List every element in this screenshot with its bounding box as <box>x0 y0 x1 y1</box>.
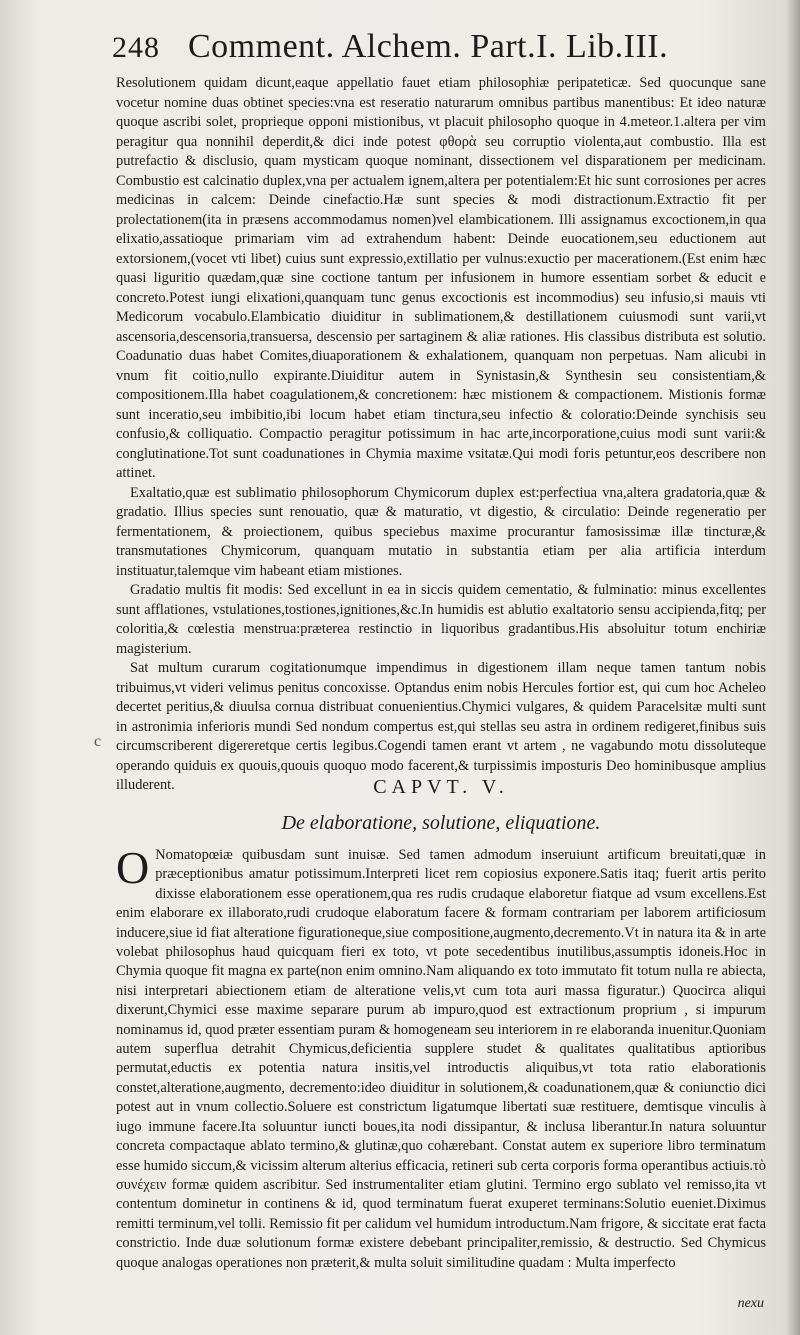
chapter-text <box>116 842 766 1273</box>
page-edge-shadow <box>786 0 800 1335</box>
running-head: Comment. Alchem. Part.I. Lib.III. <box>188 28 669 65</box>
chapter-heading: CAPVT. V. <box>373 776 509 798</box>
drop-cap: O <box>116 842 150 893</box>
chapter-title: De elaboratione, solutione, eliquatione. <box>281 812 601 834</box>
page-number: 248 <box>112 31 160 64</box>
catchword: nexu <box>737 1296 764 1311</box>
paragraph: Gradatio multis fit modis: Sed excellunt in ea in siccis quidem cementatio, & fulminatio: minus excellentes sunt afflationes, vstulationes,tostiones,ignitiones,&c.In humidis est ablutio exaltatorio sensu accipienda,fitq; per coloritia,& cœlestia menstrua:præterea restinctio in liquoribus gradantibus.His absoluitur totum enchiriæ magisterium. <box>116 582 766 657</box>
page-header <box>112 28 792 74</box>
paragraph: Sat multum curarum cogitationumque impendimus in digestionem illam neque tamen tantum nobis tribuimus,vt videri velimus penitus concoxisse. Optandus enim nobis Hercules fortior est, qui cum hoc Acheleo decertet peritius,& diuulsa cornua distribuat conuenientius.Chymici vulgares, & quidem Paracelsitæ multi sunt in astronimia inferioris mundi Sed nondum compertus est,qui stellas seu astra in ordinem redigeret,finibus suis circumscriberent digereretque certis legibus.Cogendi tamen erant vt artem , ne vagabundo motu dissoluteque operando quiduis ex quouis,quouis quoquo modo facerent,& turpissimis imposturis Deo hominibusque amplius illuderent. <box>116 660 766 793</box>
chapter-paragraph: Nomatopœiæ quibusdam sunt inuisæ. Sed tamen admodum inseruiunt artificum breuitati,quæ in præceptionibus amatur potissimum.Interpreti licet rem copiosius exponere.Satis itaq; fuerit artis perito dixisse elaborationem esse operationem,qua res rudis crudaque elaboretur fiatque ad vsum excellens.Est enim elaborare ex illaborato,rudi crudoque elaboratum facere & formam contrariam per laborem artificiosum inducere,siue id fiat alteratione figurationeque,siue compositione,augmento,decremento.Vt in natura ita & in arte volebat philosophus haud quicquam fieri ex toto, vt pote secedentibus inutilibus,assumptis idoneis.Hoc in Chymia quoque fit magna ex parte(non enim omnino.Nam aliquando ex toto immutato fit totum nulla re abiecta, nisi interpretari abiectionem etiam de alteratione velis,vt cum tota auri massa figuratur.) Quocirca aliqui dixerunt,Chymici esse maxime separare purum ab impuro,quod est extractionum proprium , si impurum nominamus id, quod præter essentiam puram & homogeneam seu interiorem in re elaboranda inuenitur.Quoniam autem superflua detrahit Chymicus,deficientia supplere studet & qualitates qualitatibus aptioribus permutat,eductis ex potentia natura insitis,vel introductis aliquibus,vt tota ratio elaborationis constet,alteratione,augmento, decremento:ideo diuiditur in solutionem,& coadunationem,quæ & coniunctio dici potest aut in vnum collectio.Soluere est constrictum ligatumque libertati suæ restituere, demtisque vinculis à iugo immune facere.Ita soluuntur iuncti boues,ita nodi dissipantur, & inclusa liberantur.In natura soluuntur concreta compactaque ablato termino,& glutinæ,quo cohærebant. Constat autem ex superiore libro terminatum esse humido siccum,& vicissim alterum alterius efficacia, retineri sub certa corporis forma operantibus actiuis.τὸ συνέχειν formæ quidem ascribitur. Sed instrumentaliter etiam glutini. Termino ergo sublato vel remisso,ita vt contentum dominetur in continens & id, quod terminatum fuerat exuperet terminans:Solutio eueniet.Diximus remitti terminum,vel tolli. Remissio fit per calidum vel humidum introductum.Nam frigore, & siccitate erat facta constrictio. Inde duæ solutionum formæ existere debebant principaliter,remissio, & destructio. Sed Chymicus quoque analogas operationes non præterit,& multa soluit similitudine quadam : Multa imperfecto <box>116 847 766 1271</box>
paragraph: Exaltatio,quæ est sublimatio philosophorum Chymicorum duplex est:perfectiua vna,altera gradatoria,quæ & gradatio. Illius species sunt renouatio, quæ & maturatio, vt digestio, & circulatio: Deinde regeneratio per fermentationem, & proiectionem, quibus speciebus maxime procurantur famosissimæ illæ tincturæ,& transmutationes Chymicorum, quanquam mutatio in substantia etiam per alia artificia interdum instituatur,talemque vim habeant etiam mistiones. <box>116 484 766 579</box>
margin-mark: c <box>94 733 102 750</box>
paragraph: Resolutionem quidam dicunt,eaque appellatio fauet etiam philosophiæ peripateticæ. Sed quocunque sane vocetur nomine duas obtinet species:vna est reseratio naturarum omnibus partibus manentibus: Et ideo naturæ quoque ascribi solet, proprieque opponi mistionibus, vt placuit philosopho quoque in 4.meteor.1.altera per vim peragitur qua nonnihil deperdit,& dici inde potest φθορὰ seu corruptio violenta,aut combustio. Illa est putrefactio & disclusio, quam mysticam quoque nominant, dissectionem vel disparationem per medicinam. Combustio est calcinatio duplex,vna per actualem ignem,altera per potentialem:Et hic sunt corrosiones per acres medicinas in calcem: Deinde cinefactio.Hæ sunt species & modi distractionum.Extractio fit per prolectationem(ita in præsens accommodamus nomen)vel elambicationem. Illi assignamus excoctionem,in qua elixatio,assatioque primariam vim ad extrahendum habent: Deinde euocationem,seu eductionem aut extorsionem,(vocet vti libet) cuius sunt expressio,extillatio per vulnus:exuctio per macerationem.(Est enim hæc quasi liguritio quædam,quæ sine coctione tantum per infusionem in humore essentiam sorbet & educit e concreto.Potest iungi elixationi,quanquam tunc genus excoctionis est incommodius) seu infusio,si mauis vti Medicorum vocabulo.Elambicatio diuiditur in sublimationem,& destillationem cuiusmodi sunt varii,vt ascensoria,descensoria,transuersa, descensio per sartaginem & aliæ rationes. His classibus distributa est solutio. Coadunatio duas habet Comites,diuaporationem & exhalationem, quanquam non perpetuas. Nam alicubi in vnum fit coitio,nullo expirante.Diuiditur autem in Synistasin,& Synthesin seu consistentiam,& compositionem.Illa habet coagulationem,& concretionem: hæc mistionem & compactionem. Mistionis formæ sunt inceratio,seu imbibitio,ibi locum habet etiam tinctura,seu infectio & coloratio:Deinde synchisis seu confusio,& colliquatio. Compactio peragitur potissimum in hac arte,incorporatione,cuius modi sunt varii:& conglutinatione.Tot sunt coadunationes in Chymia maxime vsitatæ.Qui modi foris petuntur,eos describere non attinet. <box>116 75 766 481</box>
main-text <box>116 74 766 796</box>
